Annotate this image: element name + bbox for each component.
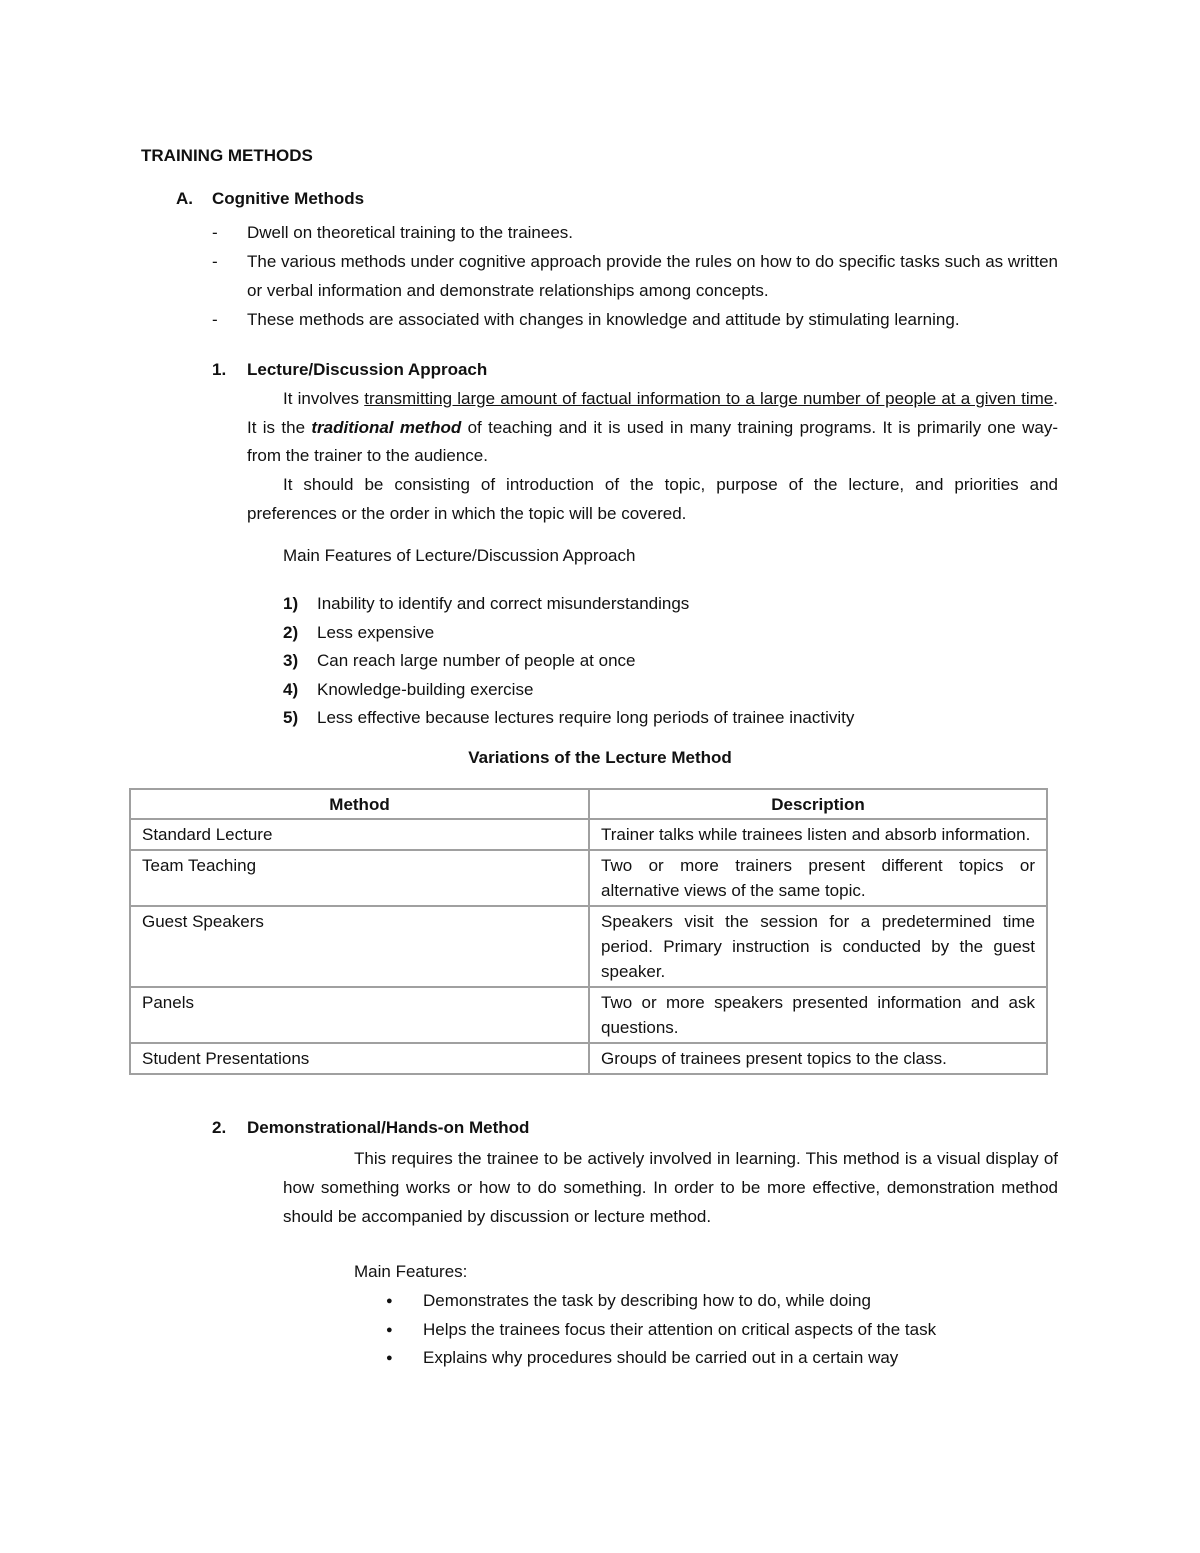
text-run: It involves (283, 389, 365, 408)
main-features-label: Main Features: (354, 1262, 468, 1281)
list-item (283, 619, 854, 648)
description-cell: Speakers visit the session for a predetermined time period. Primary instruction is conducted by the guest speaker. (589, 906, 1047, 987)
list-item (283, 704, 854, 733)
item-text: Can reach large number of people at once (317, 651, 636, 671)
item-text: Less expensive (317, 622, 435, 642)
heading-label: Lecture/Discussion Approach (247, 360, 488, 379)
features-title: Main Features of Lecture/Discussion Approach (283, 546, 636, 565)
list-item: - The various methods under cognitive approach provide the rules on how to do specific tasks such as written or verbal information and demonstrate relationships among concepts. (212, 247, 1058, 305)
method-cell: Guest Speakers (130, 906, 589, 987)
description-cell: Two or more trainers present different topics or alternative views of the same topic. (589, 850, 1047, 906)
table-header-row (130, 789, 1047, 819)
list-item (283, 647, 854, 676)
method-cell: Student Presentations (130, 1043, 589, 1074)
item-number: 2) (283, 622, 299, 642)
demonstration-features-list (386, 1287, 936, 1373)
page-title: TRAINING METHODS (141, 146, 313, 165)
description-cell: Groups of trainees present topics to the class. (589, 1043, 1047, 1074)
lecture-paragraph-1 (247, 385, 1058, 471)
emphasized-text: traditional method (311, 417, 462, 437)
lecture-paragraph-2 (247, 471, 1058, 528)
method-1-heading (212, 360, 487, 380)
section-letter: A. (176, 189, 193, 208)
list-item (283, 590, 854, 619)
description-cell: Trainer talks while trainees listen and absorb information. (589, 819, 1047, 850)
cognitive-bullet-list (212, 218, 1058, 334)
text-run: of teaching and it is used in many training programs. It is primarily one way-from the trainer to the audience. (247, 417, 1058, 465)
section-label: Cognitive Methods (212, 189, 365, 208)
list-item: ● Demonstrates the task by describing how to do, while doing (386, 1287, 936, 1316)
variations-table (129, 788, 1048, 1075)
lecture-features-list (283, 590, 854, 733)
section-heading-cognitive (176, 189, 364, 209)
item-number: 1) (283, 594, 299, 613)
table-row (130, 819, 1047, 850)
list-item: - Dwell on theoretical training to the trainees. (212, 218, 1058, 247)
item-text: Knowledge-building exercise (317, 679, 534, 699)
list-item: ● Explains why procedures should be carried out in a certain way (386, 1344, 936, 1373)
heading-label: Demonstrational/Hands-on Method (247, 1118, 530, 1137)
method-cell: Panels (130, 987, 589, 1043)
list-item: - These methods are associated with changes in knowledge and attitude by stimulating learning. (212, 305, 1058, 334)
item-text: Inability to identify and correct misunderstandings (317, 594, 690, 613)
table-title: Variations of the Lecture Method (468, 748, 732, 767)
heading-number: 1. (212, 360, 227, 379)
item-number: 4) (283, 679, 299, 699)
method-2-heading (212, 1118, 529, 1138)
text-run: This requires the trainee to be actively involved in learning. This method is a visual display of how something works or how to do something. In order to be more effective, demonstration method should be accompanied by discussion or lecture method. (283, 1149, 1058, 1226)
item-number: 3) (283, 651, 299, 671)
text-run: . It is the (247, 389, 1058, 437)
table-row (130, 850, 1047, 906)
table-row (130, 987, 1047, 1043)
table-row (130, 906, 1047, 987)
heading-number: 2. (212, 1118, 227, 1137)
table-row (130, 1043, 1047, 1074)
column-header-description: Description (589, 789, 1047, 819)
demonstration-paragraph (283, 1144, 1058, 1231)
text-run: It should be consisting of introduction of the topic, purpose of the lecture, and priorities and preferences or the order in which the topic will be covered. (247, 475, 1058, 523)
description-cell: Two or more speakers presented information and ask questions. (589, 987, 1047, 1043)
method-cell: Team Teaching (130, 850, 589, 906)
underlined-text: transmitting large amount of factual information to a large number of people at a given time (364, 389, 1054, 408)
column-header-method: Method (130, 789, 589, 819)
list-item: ● Helps the trainees focus their attention on critical aspects of the task (386, 1316, 936, 1345)
item-text: Less effective because lectures require long periods of trainee inactivity (317, 708, 855, 728)
list-item (283, 676, 854, 705)
method-cell: Standard Lecture (130, 819, 589, 850)
item-number: 5) (283, 708, 299, 728)
